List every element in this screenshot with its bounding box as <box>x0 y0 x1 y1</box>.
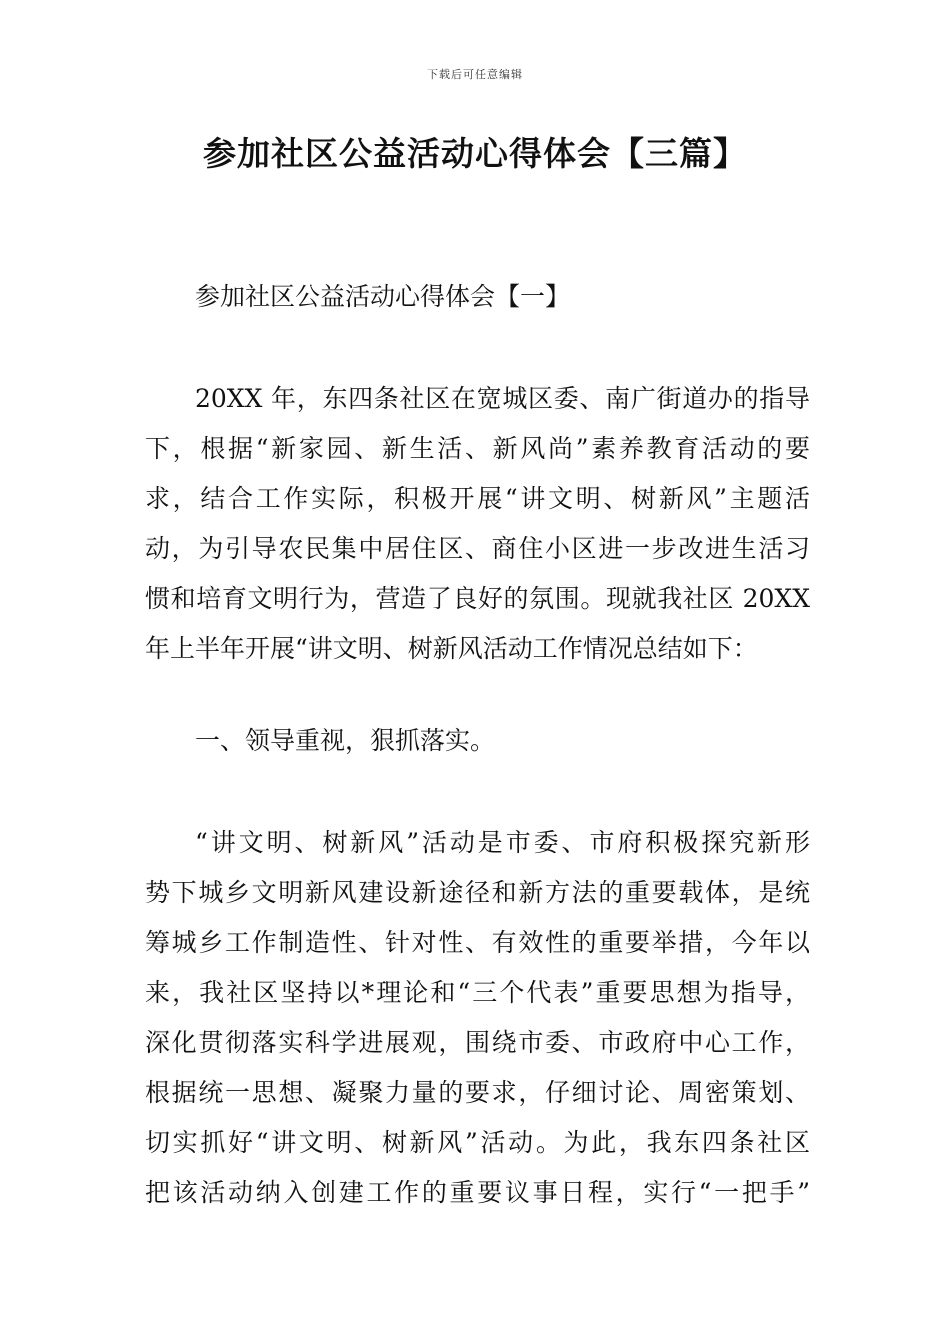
paragraph-line: 势下城乡文明新风建设新途径和新方法的重要载体，是统 <box>145 878 810 907</box>
paragraph-1 <box>145 374 810 674</box>
paragraph-line: “讲文明、树新风”活动是市委、市府积极探究新形 <box>195 828 810 857</box>
paragraph-line: 20XX 年，东四条社区在宽城区委、南广街道办的指导 <box>195 384 810 413</box>
paragraph-line: 根据统一思想、凝聚力量的要求，仔细讨论、周密策划、 <box>145 1078 810 1107</box>
document-title: 参加社区公益活动心得体会【三篇】 <box>203 134 747 173</box>
section-heading: 参加社区公益活动心得体会【一】 <box>195 282 571 311</box>
paragraph-line: 筹城乡工作制造性、针对性、有效性的重要举措，今年以 <box>145 928 810 957</box>
paragraph-2 <box>145 818 810 1218</box>
section-heading-block <box>145 272 810 322</box>
header-note: 下载后可任意编辑 <box>427 68 523 81</box>
paragraph-line: 来，我社区坚持以*理论和“三个代表”重要思想为指导， <box>145 978 810 1007</box>
paragraph-line: 把该活动纳入创建工作的重要议事日程，实行“一把手” <box>145 1178 810 1207</box>
subheading: 一、领导重视，狠抓落实。 <box>195 726 496 755</box>
paragraph-line: 求，结合工作实际，积极开展“讲文明、树新风”主题活 <box>145 484 810 513</box>
paragraph-line: 动，为引导农民集中居住区、商住小区进一步改进生活习 <box>145 534 810 563</box>
paragraph-line: 惯和培育文明行为，营造了良好的氛围。现就我社区 20XX <box>145 584 810 613</box>
paragraph-line: 切实抓好“讲文明、树新风”活动。为此，我东四条社区 <box>145 1128 810 1157</box>
paragraph-line: 下，根据“新家园、新生活、新风尚”素养教育活动的要 <box>145 434 810 463</box>
subheading-block <box>145 716 810 766</box>
paragraph-line: 年上半年开展“讲文明、树新风活动工作情况总结如下： <box>145 634 758 663</box>
paragraph-line: 深化贯彻落实科学进展观，围绕市委、市政府中心工作， <box>145 1028 810 1057</box>
